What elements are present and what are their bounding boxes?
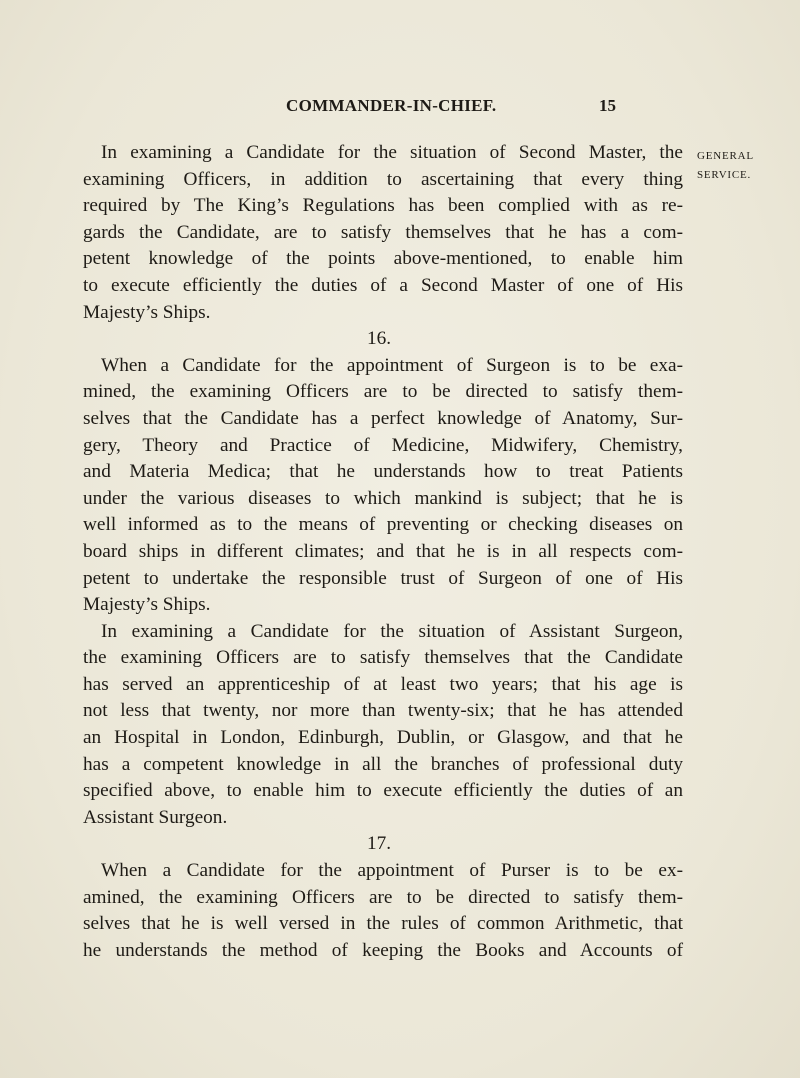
- text-line: has served an apprenticeship of at least two years; that his age is: [83, 673, 683, 695]
- text-line: and Materia Medica; that he understands how to treat Patients: [83, 461, 683, 483]
- text-line: mined, the examining Officers are to be directed to satisfy them-: [83, 381, 683, 403]
- text-line: board ships in different climates; and that he is in all respects com-: [83, 540, 683, 562]
- body-text: [83, 140, 683, 964]
- text-line: examining Officers, in addition to ascertaining that every thing: [83, 168, 683, 190]
- section-number: 17.: [367, 833, 392, 855]
- text-line: petent to undertake the responsible trust of Surgeon of one of His: [83, 567, 683, 589]
- text-line: under the various diseases to which mankind is subject; that he is: [83, 487, 683, 509]
- text-line: he understands the method of keeping the Books and Accounts of: [83, 939, 683, 961]
- margin-note: [697, 147, 777, 185]
- text-line: not less that twenty, nor more than twenty-six; that he has attended: [83, 700, 683, 722]
- text-line: petent knowledge of the points above-mentioned, to enable him: [83, 248, 683, 270]
- text-line: selves that the Candidate has a perfect knowledge of Anatomy, Sur-: [83, 407, 683, 429]
- margin-note-line: GENERAL: [697, 150, 754, 162]
- text-line: selves that he is well versed in the rules of common Arithmetic, that: [83, 913, 683, 935]
- text-line: the examining Officers are to satisfy themselves that the Candidate: [83, 647, 683, 669]
- text-line: has a competent knowledge in all the branches of professional duty: [83, 753, 683, 775]
- text-line: to execute efficiently the duties of a Second Master of one of His: [83, 274, 683, 296]
- text-line: gery, Theory and Practice of Medicine, Midwifery, Chemistry,: [83, 434, 683, 456]
- text-line: an Hospital in London, Edinburgh, Dublin, or Glasgow, and that he: [83, 727, 683, 749]
- text-line: amined, the examining Officers are to be directed to satisfy them-: [83, 886, 683, 908]
- text-line: specified above, to enable him to execute efficiently the duties of an: [83, 780, 683, 802]
- section-number: 16.: [367, 328, 392, 350]
- margin-note-line: SERVICE.: [697, 169, 752, 181]
- text-line: Assistant Surgeon.: [83, 806, 228, 828]
- text-line: required by The King’s Regulations has been complied with as re-: [83, 195, 683, 217]
- text-line: When a Candidate for the appointment of Purser is to be ex-: [101, 860, 683, 882]
- text-line: gards the Candidate, are to satisfy themselves that he has a com-: [83, 221, 683, 243]
- text-line: When a Candidate for the appointment of Surgeon is to be exa-: [101, 354, 683, 376]
- text-line: In examining a Candidate for the situation of Assistant Surgeon,: [101, 620, 683, 642]
- running-head: COMMANDER-IN-CHIEF.: [286, 96, 497, 115]
- text-line: Majesty’s Ships.: [83, 301, 211, 323]
- page-number: 15: [599, 96, 616, 115]
- text-line: In examining a Candidate for the situation of Second Master, the: [101, 142, 683, 163]
- text-line: Majesty’s Ships.: [83, 594, 211, 616]
- text-line: well informed as to the means of preventing or checking diseases on: [83, 514, 683, 536]
